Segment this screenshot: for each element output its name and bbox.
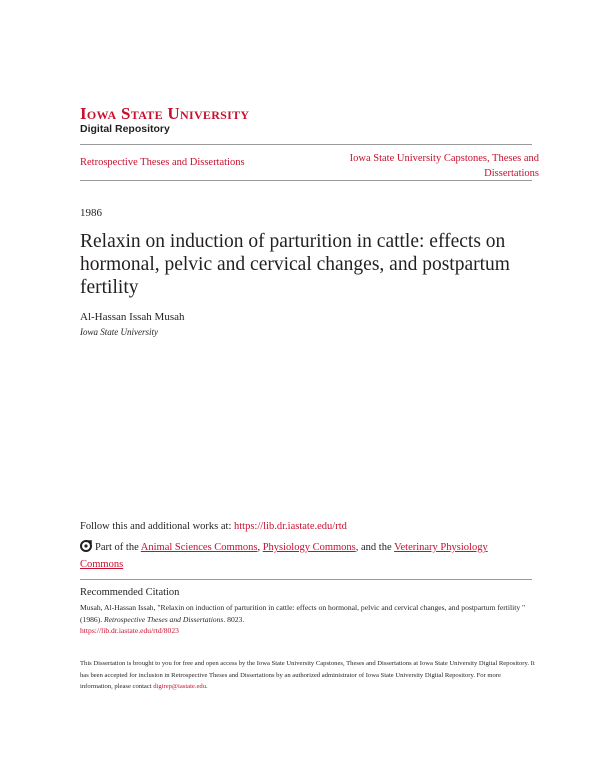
part-of-line	[80, 540, 520, 572]
access-notice	[80, 658, 535, 693]
citation-number: . 8023.	[223, 614, 245, 624]
contact-email-link[interactable]: digirep@iastate.edu	[153, 683, 207, 690]
series-link-capstones[interactable]: Iowa State University Capstones, Theses and Dissertations	[349, 153, 539, 179]
citation-heading: Recommended Citation	[80, 587, 180, 598]
citation-divider	[80, 579, 532, 580]
part-of-prefix: Part of the	[95, 542, 141, 553]
series-divider	[80, 180, 532, 181]
citation-url-link[interactable]: https://lib.dr.iastate.edu/rtd/8023	[80, 626, 179, 635]
physiology-commons-link[interactable]: Physiology Commons	[262, 542, 356, 553]
university-logo	[80, 104, 249, 124]
citation-main: Musah, Al-Hassan Issah, "Relaxin on induction of parturition in cattle: effects on hormonal, pelvic and cervical changes, and postpartum fertility " (1986).	[80, 603, 526, 624]
author-affiliation: Iowa State University	[80, 327, 158, 337]
repository-name: Digital Repository	[80, 123, 170, 135]
veterinary-physiology-commons-link[interactable]: Veterinary Physiology Commons	[80, 542, 488, 570]
notice-end: .	[206, 683, 208, 690]
publication-year: 1986	[80, 207, 102, 219]
header-divider	[80, 144, 532, 145]
notice-text: This Dissertation is brought to you for free and open access by the Iowa State University Capstones, Theses and Dissertations at Iowa State University Digital Repository. It has been accepted for inclusion in Retrospective Theses and Dissertations by an authorized administrator of Iowa State University Digital Repository. For more information, please contact	[80, 660, 535, 690]
open-access-icon	[80, 540, 92, 557]
page-title: Relaxin on induction of parturition in cattle: effects on hormonal, pelvic and cervical changes, and postpartum fertility	[80, 231, 510, 298]
part-of-separator-1: ,	[257, 542, 263, 553]
citation-text	[80, 602, 530, 637]
follow-line	[80, 521, 347, 532]
follow-text: Follow this and additional works at:	[80, 521, 234, 532]
author-name: Al-Hassan Issah Musah	[80, 311, 185, 323]
series-link-retrospective[interactable]: Retrospective Theses and Dissertations	[80, 157, 245, 168]
citation-journal: Retrospective Theses and Dissertations	[104, 614, 224, 624]
animal-sciences-commons-link[interactable]: Animal Sciences Commons	[140, 542, 258, 553]
part-of-separator-2: , and the	[355, 542, 395, 553]
follow-url-link[interactable]: https://lib.dr.iastate.edu/rtd	[234, 521, 347, 532]
university-name: Iowa State University	[80, 104, 250, 123]
